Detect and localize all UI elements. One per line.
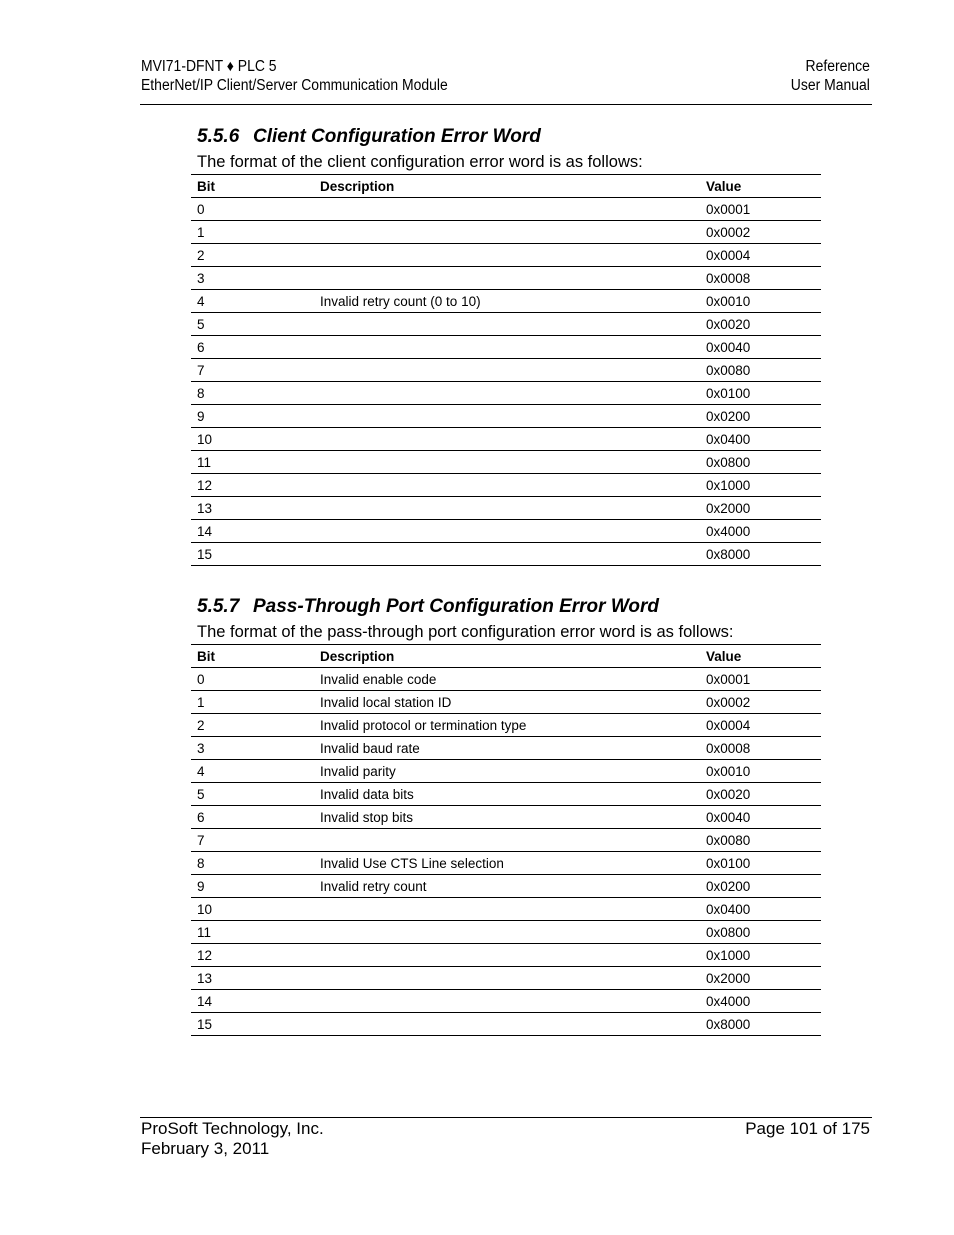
section-intro: The format of the client configuration error word is as follows: (197, 153, 643, 171)
bit-cell: 3 (191, 267, 314, 290)
section-intro: The format of the pass-through port configuration error word is as follows: (197, 623, 734, 641)
description-cell (314, 451, 700, 474)
table-row (191, 267, 821, 290)
bit-cell: 11 (191, 921, 314, 944)
description-cell: Invalid protocol or termination type (314, 714, 700, 737)
description-cell (314, 967, 700, 990)
description-cell: Invalid retry count (0 to 10) (314, 290, 700, 313)
page-footer-right (745, 1119, 870, 1139)
table-row (191, 783, 821, 806)
value-cell: 0x0800 (700, 921, 821, 944)
column-header-value: Value (700, 175, 821, 198)
table-row (191, 1013, 821, 1036)
table-body (191, 198, 821, 566)
bit-cell: 5 (191, 783, 314, 806)
value-cell: 0x0100 (700, 382, 821, 405)
value-cell: 0x0002 (700, 221, 821, 244)
value-cell: 0x0008 (700, 737, 821, 760)
value-cell: 0x0010 (700, 760, 821, 783)
bit-cell: 9 (191, 875, 314, 898)
table-row (191, 244, 821, 267)
publish-date: February 3, 2011 (141, 1139, 270, 1158)
section-label: Reference (805, 58, 870, 75)
value-cell: 0x0001 (700, 668, 821, 691)
description-cell (314, 520, 700, 543)
table-row (191, 451, 821, 474)
value-cell: 0x8000 (700, 543, 821, 566)
bit-cell: 4 (191, 290, 314, 313)
description-cell (314, 382, 700, 405)
bit-cell: 2 (191, 714, 314, 737)
bit-cell: 0 (191, 198, 314, 221)
value-cell: 0x0040 (700, 336, 821, 359)
value-cell: 0x0004 (700, 714, 821, 737)
table-row (191, 806, 821, 829)
value-cell: 0x2000 (700, 967, 821, 990)
description-cell (314, 543, 700, 566)
client-error-table (191, 174, 821, 566)
description-cell: Invalid data bits (314, 783, 700, 806)
table-row (191, 737, 821, 760)
bit-cell: 4 (191, 760, 314, 783)
value-cell: 0x0080 (700, 829, 821, 852)
bit-cell: 8 (191, 852, 314, 875)
bit-cell: 15 (191, 543, 314, 566)
value-cell: 0x0100 (700, 852, 821, 875)
column-header-value: Value (700, 645, 821, 668)
table-row (191, 898, 821, 921)
bit-cell: 7 (191, 359, 314, 382)
bit-cell: 13 (191, 967, 314, 990)
table-row (191, 198, 821, 221)
table-row (191, 829, 821, 852)
section-title: Client Configuration Error Word (253, 126, 541, 147)
header-divider (140, 104, 872, 105)
value-cell: 0x0008 (700, 267, 821, 290)
value-cell: 0x0001 (700, 198, 821, 221)
table-row (191, 382, 821, 405)
description-cell (314, 474, 700, 497)
bit-cell: 10 (191, 898, 314, 921)
section-heading (191, 593, 821, 621)
product-name: MVI71-DFNT ♦ PLC 5 (141, 58, 277, 75)
value-cell: 0x0800 (700, 451, 821, 474)
description-cell (314, 428, 700, 451)
table-row (191, 474, 821, 497)
description-cell: Invalid parity (314, 760, 700, 783)
column-header-bit: Bit (191, 645, 314, 668)
table-row (191, 944, 821, 967)
page-footer-left (141, 1119, 324, 1159)
column-header-bit: Bit (191, 175, 314, 198)
description-cell (314, 221, 700, 244)
bit-cell: 11 (191, 451, 314, 474)
table-row (191, 668, 821, 691)
bit-cell: 15 (191, 1013, 314, 1036)
footer-divider (140, 1117, 872, 1118)
table-row (191, 497, 821, 520)
bit-cell: 6 (191, 806, 314, 829)
page-header-left (141, 57, 448, 95)
section-title: Pass-Through Port Configuration Error Word (253, 596, 660, 617)
page-number: Page 101 of 175 (745, 1119, 870, 1138)
table-row (191, 691, 821, 714)
bit-cell: 13 (191, 497, 314, 520)
description-cell: Invalid Use CTS Line selection (314, 852, 700, 875)
description-cell (314, 497, 700, 520)
value-cell: 0x0200 (700, 405, 821, 428)
page-header-right (791, 57, 870, 95)
description-cell (314, 990, 700, 1013)
description-cell (314, 1013, 700, 1036)
bit-cell: 10 (191, 428, 314, 451)
bit-cell: 12 (191, 944, 314, 967)
description-cell: Invalid retry count (314, 875, 700, 898)
value-cell: 0x0200 (700, 875, 821, 898)
bit-cell: 12 (191, 474, 314, 497)
column-header-description: Description (314, 175, 700, 198)
section-heading (191, 123, 821, 151)
bit-cell: 8 (191, 382, 314, 405)
value-cell: 0x2000 (700, 497, 821, 520)
bit-cell: 5 (191, 313, 314, 336)
value-cell: 0x0040 (700, 806, 821, 829)
value-cell: 0x1000 (700, 944, 821, 967)
bit-cell: 14 (191, 990, 314, 1013)
value-cell: 0x0020 (700, 783, 821, 806)
table-row (191, 990, 821, 1013)
value-cell: 0x4000 (700, 520, 821, 543)
module-name: EtherNet/IP Client/Server Communication Module (141, 77, 448, 94)
description-cell (314, 921, 700, 944)
company-name: ProSoft Technology, Inc. (141, 1119, 324, 1138)
table-row (191, 543, 821, 566)
value-cell: 0x0020 (700, 313, 821, 336)
table-row (191, 313, 821, 336)
table-body (191, 668, 821, 1036)
table-row (191, 714, 821, 737)
bit-cell: 1 (191, 691, 314, 714)
description-cell: Invalid baud rate (314, 737, 700, 760)
bit-cell: 1 (191, 221, 314, 244)
description-cell (314, 405, 700, 428)
description-cell (314, 313, 700, 336)
bit-cell: 6 (191, 336, 314, 359)
bit-cell: 3 (191, 737, 314, 760)
description-cell: Invalid stop bits (314, 806, 700, 829)
section-number: 5.5.6 (197, 126, 240, 147)
description-cell (314, 898, 700, 921)
value-cell: 0x0080 (700, 359, 821, 382)
bit-cell: 2 (191, 244, 314, 267)
description-cell (314, 267, 700, 290)
bit-cell: 0 (191, 668, 314, 691)
table-row (191, 290, 821, 313)
table-row (191, 852, 821, 875)
column-header-description: Description (314, 645, 700, 668)
description-cell: Invalid enable code (314, 668, 700, 691)
manual-label: User Manual (790, 77, 870, 94)
section-client-config-error-word (191, 123, 821, 566)
table-row (191, 428, 821, 451)
value-cell: 0x0004 (700, 244, 821, 267)
bit-cell: 14 (191, 520, 314, 543)
table-row (191, 921, 821, 944)
value-cell: 0x0002 (700, 691, 821, 714)
table-row (191, 875, 821, 898)
pass-through-error-table (191, 644, 821, 1036)
table-row (191, 336, 821, 359)
table-row (191, 359, 821, 382)
table-row (191, 760, 821, 783)
section-number: 5.5.7 (197, 596, 240, 617)
value-cell: 0x8000 (700, 1013, 821, 1036)
description-cell (314, 359, 700, 382)
bit-cell: 7 (191, 829, 314, 852)
table-header-row (191, 175, 821, 198)
table-row (191, 520, 821, 543)
value-cell: 0x0010 (700, 290, 821, 313)
description-cell (314, 829, 700, 852)
description-cell: Invalid local station ID (314, 691, 700, 714)
value-cell: 0x4000 (700, 990, 821, 1013)
section-pass-through-config-error-word (191, 593, 821, 1036)
table-header-row (191, 645, 821, 668)
description-cell (314, 944, 700, 967)
table-row (191, 405, 821, 428)
value-cell: 0x1000 (700, 474, 821, 497)
table-row (191, 967, 821, 990)
value-cell: 0x0400 (700, 898, 821, 921)
description-cell (314, 336, 700, 359)
description-cell (314, 244, 700, 267)
description-cell (314, 198, 700, 221)
value-cell: 0x0400 (700, 428, 821, 451)
bit-cell: 9 (191, 405, 314, 428)
table-row (191, 221, 821, 244)
